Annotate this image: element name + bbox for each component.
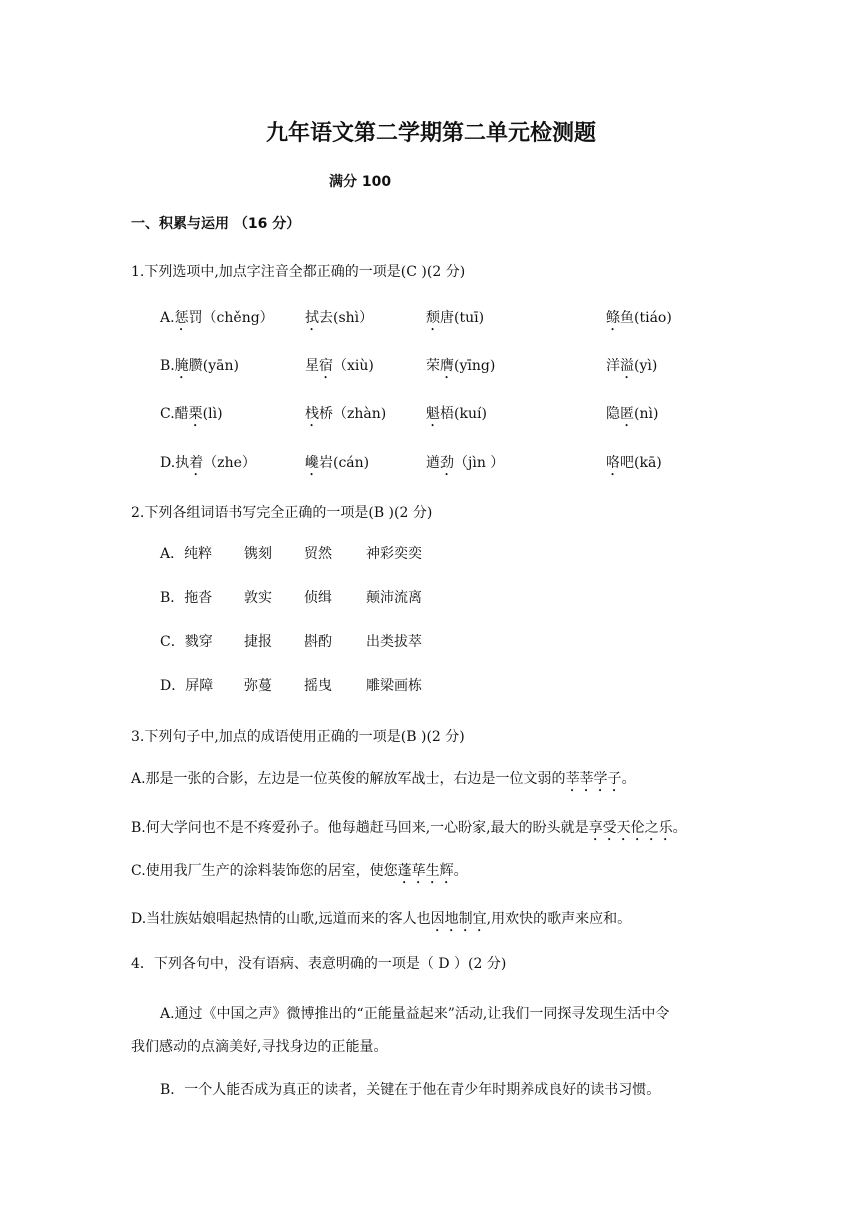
q2-stem: 2.下列各组词语书写完全正确的一项是(B )(2 分) [131,505,433,521]
page-title: 九年语文第二学期第二单元检测题 [266,121,597,146]
q1-option-cell [606,307,672,334]
q3-c-text: C.使用我厂生产的涂料装饰您的居室，使您 [131,863,398,879]
q3-a-idiom: 莘莘学子 [565,771,622,787]
q1-option-cell [426,355,495,382]
q1-option-cell [426,307,484,334]
q1-cell-dotted-char: 溢 [620,358,634,374]
q2-option-word: C．戮穿 [160,634,213,650]
q1-option-cell [606,355,657,382]
q2-option-word: 神彩奕奕 [366,546,422,562]
q1-cell-post: （jìn ） [454,455,505,471]
q1-cell-post: 罚（chěng） [188,310,274,326]
q3-option-b [131,817,687,844]
q4-option-b: B．一个人能否成为真正的读者，关键在于他在青少年时期养成良好的读书习惯。 [160,1082,661,1098]
q1-cell-dotted-char: 栗 [188,406,203,422]
q1-cell-post: 鱼(tiáo) [620,310,672,326]
q3-d-idiom: 因地制宜 [430,911,487,927]
q1-option-cell [305,403,386,430]
q2-option-word: 镌刻 [244,546,272,562]
q2-option-word: 侦缉 [304,590,332,606]
q1-cell-dotted-char: 劲 [440,455,454,471]
full-score: 满分 100 [329,174,392,190]
q1-cell-post: 吧(kā) [620,455,662,471]
q1-cell-post: 臜(yān) [188,358,239,374]
q4-option-a-line2: 我们感动的点滴美好,寻找身边的正能量。 [131,1039,388,1055]
q2-option-word: A．纯粹 [160,546,213,562]
q3-option-a [131,768,636,795]
q1-cell-dotted-char: 魁 [426,406,440,422]
section-heading: 一、积累与运用 （16 分） [131,216,301,232]
q2-option-word: 出类拔萃 [366,634,422,650]
q1-cell-dotted-char: 拭 [305,310,319,326]
q1-cell-pre: 星 [305,358,319,374]
q1-option-cell [606,452,662,479]
q1-cell-dotted-char: 匿 [620,406,634,422]
q1-cell-dotted-char: 惩 [174,310,189,326]
q1-cell-dotted-char: 膺 [440,358,454,374]
q1-cell-dotted-char: 栈 [305,406,319,422]
q1-option-cell [305,355,374,382]
q3-d-text: D.当壮族姑娘唱起热情的山歌,远道而来的客人也 [131,911,431,927]
q3-option-c [131,860,468,887]
q3-a-end: 。 [621,771,636,787]
q1-cell-dotted-char: 着 [189,455,204,471]
q2-option-word: D．屏障 [160,678,214,694]
q1-cell-post: （zhe） [203,455,256,471]
q1-option-cell [160,355,239,382]
q1-cell-dotted-char: 颓 [426,310,440,326]
q1-cell-dotted-char: 咯 [606,455,620,471]
q1-stem: 1.下列选项中,加点字注音全都正确的一项是(C )(2 分) [131,264,466,280]
q1-cell-dotted-char: 鲦 [606,310,620,326]
q2-option-word: 斟酌 [304,634,332,650]
q1-cell-dotted-char: 巉 [305,455,319,471]
q3-stem: 3.下列句子中,加点的成语使用正确的一项是(B )(2 分) [131,729,465,745]
q2-option-word: 捷报 [244,634,272,650]
q3-a-text: A.那是一张的合影，左边是一位英俊的解放军战士，右边是一位文弱的 [131,771,566,787]
q1-cell-pre: D.执 [160,455,190,471]
q1-option-cell [426,403,487,430]
q3-b-end: 。 [672,820,687,836]
q1-cell-pre: A. [160,310,175,326]
q1-cell-post: 唐(tuī) [440,310,485,326]
q3-b-text: B.何大学问也不是不疼爱孙子。他每趟赶马回来,一心盼家,最大的盼头就是 [131,820,589,836]
q1-cell-pre: C.醋 [160,406,189,422]
q3-b-idiom: 享受天伦之乐 [588,820,673,836]
q1-cell-post: (lì) [202,406,223,422]
q1-option-cell [160,452,256,479]
q1-cell-dotted-char: 腌 [174,358,189,374]
q1-option-cell [606,403,658,430]
q4-option-a-line1: A.通过《中国之声》微博推出的“正能量益起来”活动,让我们一同探寻发现生活中令 [160,1006,670,1022]
q3-c-end: 。 [453,863,468,879]
q1-cell-post: 去(shì） [319,310,374,326]
q1-cell-post: 岩(cán) [319,455,370,471]
q2-option-word: 弥蔓 [244,678,272,694]
q1-cell-pre: 洋 [606,358,620,374]
q2-option-word: B．拖沓 [160,590,213,606]
q1-cell-post: (yì) [634,358,658,374]
q1-option-cell [305,307,373,334]
q1-option-cell [426,452,504,479]
q1-cell-post: (yīng) [454,358,496,374]
q1-cell-pre: 隐 [606,406,620,422]
q2-option-word: 敦实 [244,590,272,606]
q1-option-cell [160,307,274,334]
q3-c-idiom: 蓬荜生辉 [397,863,454,879]
q1-option-cell [305,452,369,479]
q2-option-word: 摇曳 [304,678,332,694]
q1-cell-post: （xiù) [333,358,374,374]
q3-d-end: ,用欢快的歌声来应和。 [486,911,632,927]
q3-option-d [131,908,631,935]
q1-cell-post: 桥（zhàn) [319,406,387,422]
q1-option-cell [160,403,223,430]
q1-cell-pre: 遒 [426,455,440,471]
q1-cell-pre: B. [160,358,175,374]
q2-option-word: 雕梁画栋 [366,678,422,694]
q1-cell-post: 梧(kuí) [440,406,487,422]
q2-option-word: 贸然 [304,546,332,562]
q1-cell-post: (nì) [634,406,659,422]
q4-stem: 4．下列各句中，没有语病、表意明确的一项是（ D ）(2 分) [131,956,507,972]
q1-cell-dotted-char: 宿 [319,358,333,374]
q1-cell-pre: 荣 [426,358,440,374]
q2-option-word: 颠沛流离 [366,590,422,606]
